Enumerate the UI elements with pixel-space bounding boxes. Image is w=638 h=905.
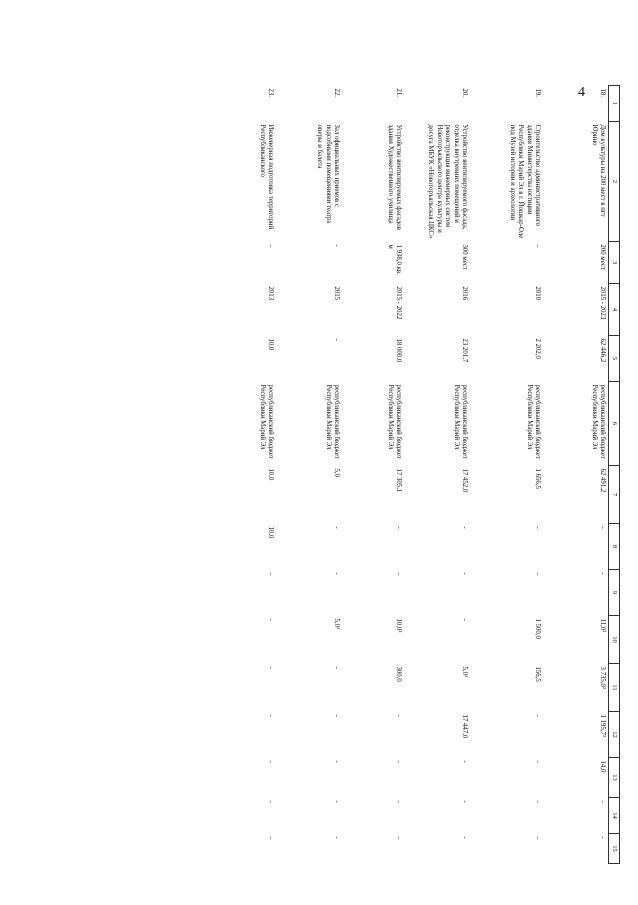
header-cell: 14 bbox=[609, 798, 620, 834]
capacity: 1 938,0 кв. м bbox=[386, 244, 402, 275]
capacity: 200 мест bbox=[599, 244, 606, 270]
object-name: Дом культуры на 200 мест в пгт Юрино bbox=[590, 124, 606, 217]
years: 2010 bbox=[534, 286, 541, 301]
year-value: - bbox=[534, 760, 541, 763]
cost: 2 202,0 bbox=[534, 338, 541, 359]
table-row bbox=[342, 86, 404, 864]
cost: 62 446,2 bbox=[599, 338, 606, 363]
year-value: - bbox=[333, 572, 340, 575]
year-value: - bbox=[267, 572, 274, 575]
years: 2015 bbox=[333, 286, 340, 301]
table-row bbox=[276, 86, 342, 864]
total-amount: 5,0 bbox=[333, 468, 340, 477]
capacity: - bbox=[534, 244, 541, 247]
year-value: - bbox=[534, 800, 541, 803]
year-value: - bbox=[267, 836, 274, 839]
year-value: - bbox=[333, 800, 340, 803]
year-value: - bbox=[599, 526, 606, 529]
year-value: - bbox=[333, 714, 340, 717]
table-row bbox=[543, 86, 609, 864]
header-cell: 5 bbox=[609, 336, 620, 382]
object-name: Устройство вентилируемых фасадов здания Художественного училища bbox=[386, 124, 402, 230]
object-name: Инженерная подготовка территорий Республиканского bbox=[258, 124, 274, 230]
year-value: 300,0 bbox=[395, 666, 402, 682]
year-value: - bbox=[395, 760, 402, 763]
year-value: - bbox=[395, 526, 402, 529]
table-row bbox=[404, 86, 470, 864]
header-cell: 10 bbox=[609, 616, 620, 664]
header-cell: 9 bbox=[609, 570, 620, 616]
year-value: - bbox=[461, 526, 468, 529]
year-value: - bbox=[461, 760, 468, 763]
row-number: 23. bbox=[267, 88, 274, 97]
funding-source: республиканский бюджет Республики Марий Эл bbox=[258, 384, 274, 459]
years: 2015 - 2023 bbox=[599, 286, 606, 320]
header-row bbox=[609, 86, 620, 864]
cost: - bbox=[333, 338, 340, 341]
funding-source: республиканский бюджет Республики Марий Эл bbox=[525, 384, 541, 459]
total-amount: 17 305,1 bbox=[395, 468, 402, 493]
year-value: - bbox=[534, 836, 541, 839]
years: 2015 - 2022 bbox=[395, 286, 402, 320]
header-cell: 2 bbox=[609, 122, 620, 242]
year-value: - bbox=[599, 572, 606, 575]
header-cell: 3 bbox=[609, 242, 620, 284]
year-value: - bbox=[395, 836, 402, 839]
row-number: 22. bbox=[333, 88, 340, 97]
year-value: - bbox=[461, 800, 468, 803]
year-value: - bbox=[395, 572, 402, 575]
year-value: 3 735,0³ bbox=[599, 666, 606, 689]
capacity: - bbox=[333, 244, 340, 247]
capacity: - bbox=[267, 244, 274, 247]
funding-source: республиканский бюджет Республики Марий Эл bbox=[386, 384, 402, 459]
year-value: - bbox=[267, 714, 274, 717]
year-value: - bbox=[461, 572, 468, 575]
year-value: - bbox=[461, 836, 468, 839]
year-value: 10,0³ bbox=[395, 618, 402, 633]
years: 2013 bbox=[267, 286, 274, 301]
funding-source: республиканский бюджет Республики Марий Эл bbox=[590, 384, 606, 459]
object-name: Зал официальных приемов с подсобными помещениями театра оперы и балета bbox=[316, 124, 340, 224]
row-number: 19. bbox=[534, 88, 541, 97]
total-amount: 10,0 bbox=[267, 468, 274, 481]
rotated-table-container bbox=[110, 85, 620, 852]
year-value: - bbox=[333, 760, 340, 763]
cost: 10,0 bbox=[267, 338, 274, 351]
row-number: 18. bbox=[599, 88, 606, 97]
year-value: 11,0³ bbox=[599, 618, 606, 633]
total-amount: 17 452,0 bbox=[461, 468, 468, 493]
capacity: 300 мест bbox=[461, 244, 468, 270]
year-value: 17 447,0 bbox=[461, 714, 468, 739]
page-number: 4 bbox=[578, 85, 585, 100]
total-amount: 1 656,5 bbox=[534, 468, 541, 489]
table-row bbox=[212, 86, 276, 864]
year-value: - bbox=[461, 618, 468, 621]
header-cell: 12 bbox=[609, 712, 620, 758]
year-value: - bbox=[333, 526, 340, 529]
year-value: - bbox=[534, 572, 541, 575]
row-number: 20. bbox=[461, 88, 468, 97]
years: 2016 bbox=[461, 286, 468, 301]
year-value: 5,0³ bbox=[461, 666, 468, 678]
year-value: 1 500,0 bbox=[534, 618, 541, 639]
year-value: - bbox=[599, 800, 606, 803]
cost: 23 201,7 bbox=[461, 338, 468, 363]
year-value: - bbox=[534, 526, 541, 529]
year-value: - bbox=[395, 714, 402, 717]
year-value: - bbox=[267, 760, 274, 763]
row-number: 21. bbox=[395, 88, 402, 97]
year-value: 5,0³ bbox=[333, 618, 340, 630]
year-value: 14,0 bbox=[599, 760, 606, 773]
table-row bbox=[470, 86, 543, 864]
header-cell: 6 bbox=[609, 382, 620, 466]
year-value: 1 195,7³ bbox=[599, 714, 606, 737]
year-value: 156,5 bbox=[534, 666, 541, 682]
year-value: - bbox=[267, 666, 274, 669]
header-cell: 4 bbox=[609, 284, 620, 336]
data-table bbox=[212, 85, 620, 864]
year-value: - bbox=[333, 666, 340, 669]
funding-source: республиканский бюджет Республики Марий Эл bbox=[324, 384, 340, 459]
year-value: - bbox=[395, 800, 402, 803]
object-name: Устройство вентилируемого фасада, отделка внутренних помещений и реконструкция инженерных систем Новоторъяльского центра культуры и досуга МБУК «Новоторъяльская ЦКС» bbox=[427, 124, 468, 239]
header-cell: 1 bbox=[609, 86, 620, 122]
total-amount: 62 491,2 bbox=[599, 468, 606, 493]
header-cell: 11 bbox=[609, 664, 620, 712]
year-value: - bbox=[267, 618, 274, 621]
year-value: 10,0 bbox=[267, 526, 274, 539]
header-cell: 13 bbox=[609, 758, 620, 798]
year-value: - bbox=[267, 800, 274, 803]
header-cell: 8 bbox=[609, 524, 620, 570]
header-cell: 7 bbox=[609, 466, 620, 524]
year-value: - bbox=[333, 836, 340, 839]
funding-source: республиканский бюджет Республики Марий Эл bbox=[452, 384, 468, 459]
header-cell: 15 bbox=[609, 834, 620, 864]
year-value: - bbox=[599, 836, 606, 839]
object-name: Строительство административного здания Министерства юстиции Республики Марий Эл в г. Йошкар-Оле под Музей истории и археологии bbox=[508, 124, 541, 239]
year-value: - bbox=[534, 714, 541, 717]
cost: 18 000,0 bbox=[395, 338, 402, 363]
